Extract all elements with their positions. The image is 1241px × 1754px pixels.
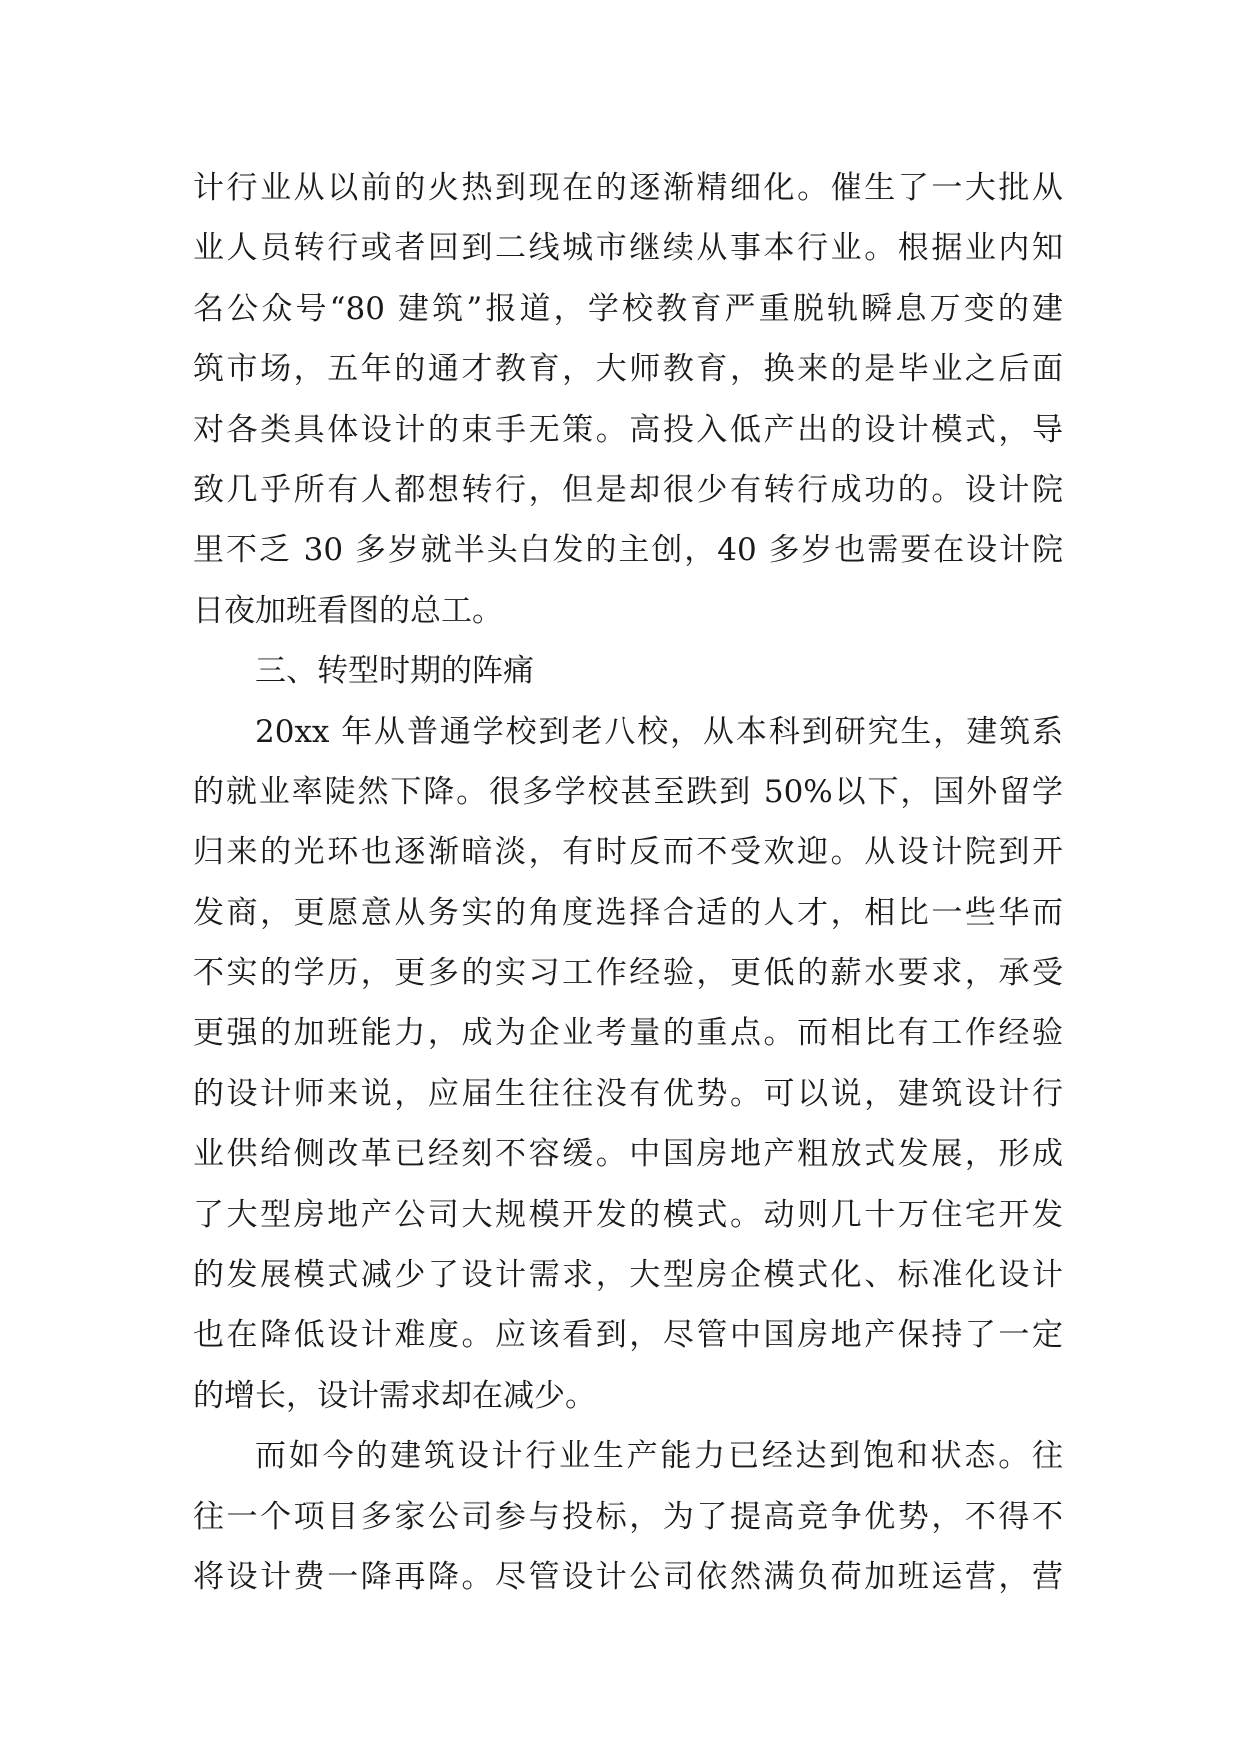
- text-line: 计行业从以前的火热到现在的逐渐精细化。催生了一大批从: [193, 170, 1063, 206]
- text-line: 更强的加班能力，成为企业考量的重点。而相比有工作经验: [193, 1015, 1063, 1052]
- text-line: 里不乏 30 多岁就半头白发的主创，40 多岁也需要在设计院: [193, 532, 1063, 569]
- text-line: 发商，更愿意从务实的角度选择合适的人才，相比一些华而: [193, 894, 1063, 931]
- text-line: 而如今的建筑设计行业生产能力已经达到饱和状态。往: [255, 1438, 1063, 1475]
- text-line: 往一个项目多家公司参与投标，为了提高竞争优势，不得不: [193, 1498, 1063, 1535]
- text-line: 将设计费一降再降。尽管设计公司依然满负荷加班运营，营: [193, 1558, 1063, 1595]
- text-line: 的设计师来说，应届生往往没有优势。可以说，建筑设计行: [193, 1075, 1063, 1112]
- body-text: [193, 158, 1063, 1607]
- text-line: 对各类具体设计的束手无策。高投入低产出的设计模式，导: [193, 411, 1063, 448]
- text-line: 的增长，设计需求却在减少。: [193, 1377, 596, 1414]
- text-line: 也在降低设计难度。应该看到，尽管中国房地产保持了一定: [193, 1317, 1063, 1354]
- text-line: 日夜加班看图的总工。: [193, 592, 503, 629]
- text-line: 的就业率陡然下降。很多学校甚至跌到 50%以下，国外留学: [193, 773, 1063, 810]
- text-line: 了大型房地产公司大规模开发的模式。动则几十万住宅开发: [193, 1196, 1063, 1233]
- text-line: 不实的学历，更多的实习工作经验，更低的薪水要求，承受: [193, 955, 1063, 992]
- section-heading: 三、转型时期的阵痛: [255, 653, 534, 690]
- text-line: 20xx 年从普通学校到老八校，从本科到研究生，建筑系: [255, 713, 1063, 750]
- text-line: 的发展模式减少了设计需求，大型房企模式化、标准化设计: [193, 1257, 1063, 1294]
- text-line: 名公众号“80 建筑”报道，学校教育严重脱轨瞬息万变的建: [193, 290, 1063, 327]
- text-line: 致几乎所有人都想转行，但是却很少有转行成功的。设计院: [193, 471, 1063, 508]
- text-line: 业供给侧改革已经刻不容缓。中国房地产粗放式发展，形成: [193, 1136, 1063, 1173]
- text-line: 归来的光环也逐渐暗淡，有时反而不受欢迎。从设计院到开: [193, 834, 1063, 871]
- text-line: 筑市场，五年的通才教育，大师教育，换来的是毕业之后面: [193, 351, 1063, 388]
- text-line: 业人员转行或者回到二线城市继续从事本行业。根据业内知: [193, 230, 1063, 267]
